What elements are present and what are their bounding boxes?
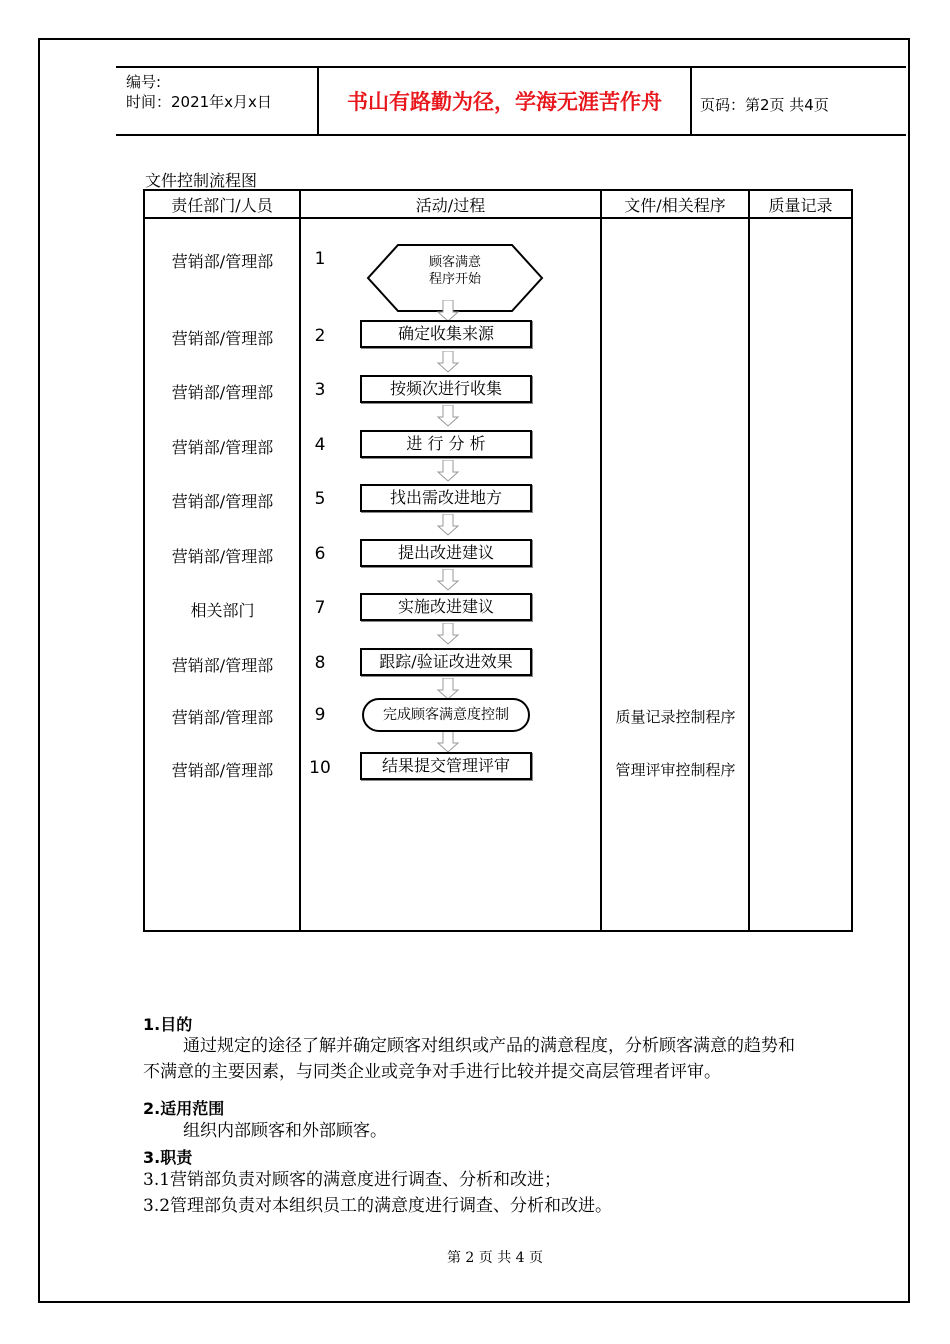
dept-cell: 营销部/管理部 xyxy=(171,656,274,675)
dept-cell: 营销部/管理部 xyxy=(171,761,274,780)
duty-item: 3.1营销部负责对顾客的满意度进行调查、分析和改进； xyxy=(143,1170,562,1190)
purpose-text-line: 不满意的主要因素，与同类企业或竞争对手进行比较并提交高层管理者评审。 xyxy=(143,1062,721,1082)
step-number: 4 xyxy=(314,435,326,455)
flowchart-caption: 文件控制流程图 xyxy=(145,171,258,190)
section-title-purpose: 1.目的 xyxy=(143,1015,193,1034)
down-arrow-icon xyxy=(436,300,460,322)
related-doc-cell: 质量记录控制程序 xyxy=(615,708,736,726)
terminal-oval: 完成顾客满意度控制 xyxy=(362,698,530,732)
process-step-box: 结果提交管理评审 xyxy=(360,752,532,780)
doc-time-label: 时间：2021年x月x日 xyxy=(126,93,272,111)
process-step-box: 进 行 分 析 xyxy=(360,430,532,458)
column-header-activity: 活动/过程 xyxy=(415,196,486,215)
dept-cell: 营销部/管理部 xyxy=(171,547,274,566)
step-number: 9 xyxy=(314,705,326,725)
purpose-text-line: 通过规定的途径了解并确定顾客对组织或产品的满意程度，分析顾客满意的趋势和 xyxy=(183,1036,795,1056)
down-arrow-icon xyxy=(436,351,460,373)
dept-cell: 营销部/管理部 xyxy=(171,708,274,727)
down-arrow-icon xyxy=(436,623,460,645)
page-number-label: 页码：第2页 共4页 xyxy=(700,96,829,114)
header-bottom-rule xyxy=(116,134,906,136)
related-doc-cell: 管理评审控制程序 xyxy=(615,761,736,779)
down-arrow-icon xyxy=(436,405,460,427)
table-column-rule xyxy=(600,189,602,932)
step-number: 3 xyxy=(314,380,326,400)
table-header-rule xyxy=(143,217,853,219)
step-number: 2 xyxy=(314,326,326,346)
header-motto: 书山有路勤为径，学海无涯苦作舟 xyxy=(347,90,662,114)
start-step-line: 程序开始 xyxy=(428,272,481,287)
process-step-box: 确定收集来源 xyxy=(360,320,532,348)
step-number: 10 xyxy=(309,758,331,778)
step-number: 6 xyxy=(314,544,326,564)
step-number: 7 xyxy=(314,598,326,618)
start-step-label xyxy=(366,254,544,288)
process-step-box: 找出需改进地方 xyxy=(360,484,532,512)
down-arrow-icon xyxy=(436,460,460,482)
column-header-records: 质量记录 xyxy=(768,196,833,215)
header-top-rule xyxy=(116,66,906,68)
dept-cell: 营销部/管理部 xyxy=(171,329,274,348)
down-arrow-icon xyxy=(436,678,460,700)
duty-item: 3.2管理部负责对本组织员工的满意度进行调查、分析和改进。 xyxy=(143,1196,613,1216)
dept-cell: 营销部/管理部 xyxy=(171,383,274,402)
step-number: 5 xyxy=(314,489,326,509)
dept-cell: 营销部/管理部 xyxy=(171,438,274,457)
down-arrow-icon xyxy=(436,731,460,753)
down-arrow-icon xyxy=(436,569,460,591)
column-header-dept: 责任部门/人员 xyxy=(171,196,273,215)
column-header-docs: 文件/相关程序 xyxy=(624,196,726,215)
header-divider xyxy=(690,66,692,136)
process-step-box: 提出改进建议 xyxy=(360,539,532,567)
dept-cell: 营销部/管理部 xyxy=(171,252,274,271)
scope-text: 组织内部顾客和外部顾客。 xyxy=(183,1121,387,1141)
process-step-box: 实施改进建议 xyxy=(360,593,532,621)
step-number: 1 xyxy=(314,249,326,269)
down-arrow-icon xyxy=(436,514,460,536)
process-step-box: 跟踪/验证改进效果 xyxy=(360,648,532,676)
step-number: 8 xyxy=(314,653,326,673)
process-step-box: 按频次进行收集 xyxy=(360,375,532,403)
dept-cell: 相关部门 xyxy=(190,601,255,620)
table-column-rule xyxy=(748,189,750,932)
dept-cell: 营销部/管理部 xyxy=(171,492,274,511)
start-step-line: 顾客满意 xyxy=(428,255,481,270)
page-footer: 第 2 页 共 4 页 xyxy=(446,1250,544,1266)
section-title-duties: 3.职责 xyxy=(143,1148,193,1167)
section-title-scope: 2.适用范围 xyxy=(143,1099,225,1118)
doc-number-label: 编号: xyxy=(126,73,162,91)
